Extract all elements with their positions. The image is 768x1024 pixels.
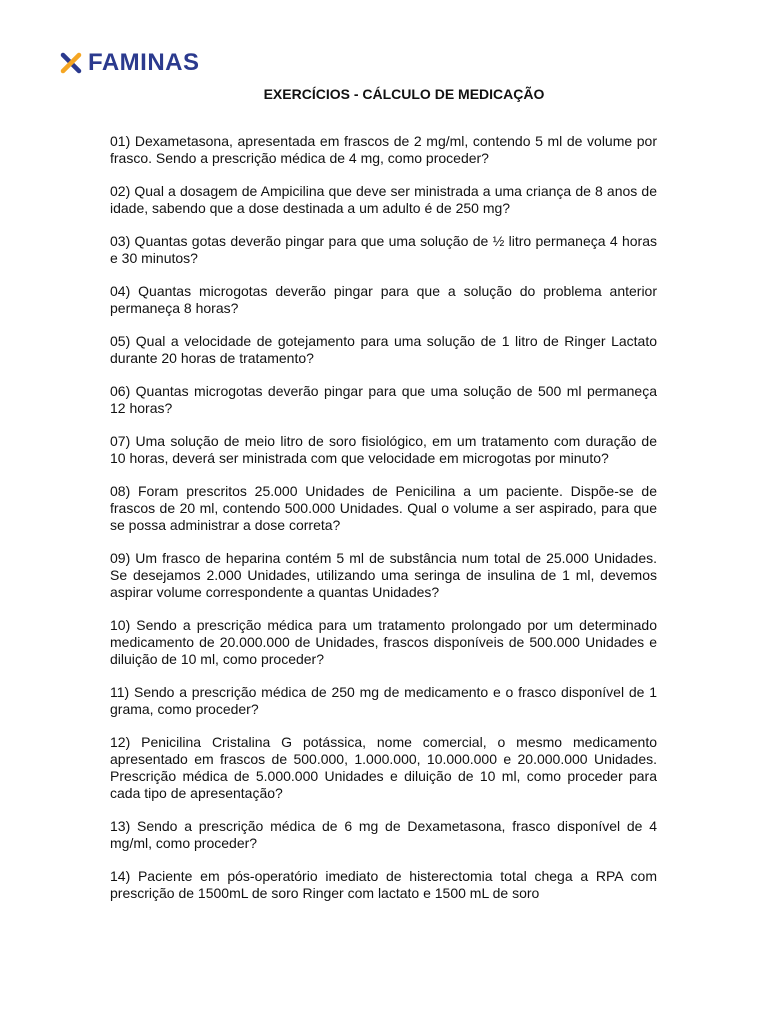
- exercise-03: 03) Quantas gotas deverão pingar para que uma solução de ½ litro permaneça 4 horas e 30 minutos?: [110, 233, 657, 266]
- page-title: EXERCÍCIOS - CÁLCULO DE MEDICAÇÃO: [263, 86, 545, 102]
- exercise-08: 08) Foram prescritos 25.000 Unidades de Penicilina a um paciente. Dispõe-se de frascos de 20 ml, contendo 500.000 Unidades. Qual o volume a ser aspirado, para que se possa administrar a dose correta?: [110, 483, 657, 533]
- exercise-list: [110, 133, 657, 928]
- exercise-06: 06) Quantas microgotas deverão pingar para que uma solução de 500 ml permaneça 12 horas?: [110, 383, 657, 416]
- x-logo-icon: [60, 52, 82, 74]
- faminas-logo: [60, 50, 200, 76]
- exercise-04: 04) Quantas microgotas deverão pingar para que a solução do problema anterior permaneça 8 horas?: [110, 283, 657, 316]
- exercise-12: 12) Penicilina Cristalina G potássica, nome comercial, o mesmo medicamento apresentado em frascos de 500.000, 1.000.000, 10.000.000 e 20.000.000 Unidades. Prescrição médica de 5.000.000 Unidades e diluição de 10 ml, como proceder para cada tipo de apresentação?: [110, 734, 657, 801]
- exercise-14: 14) Paciente em pós-operatório imediato de histerectomia total chega a RPA com prescrição de 1500mL de soro Ringer com lactato e 1500 mL de soro: [110, 868, 657, 901]
- exercise-09: 09) Um frasco de heparina contém 5 ml de substância num total de 25.000 Unidades. Se desejamos 2.000 Unidades, utilizando uma seringa de insulina de 1 ml, devemos aspirar volume correspondente a quantas Unidades?: [110, 550, 657, 600]
- exercise-11: 11) Sendo a prescrição médica de 250 mg de medicamento e o frasco disponível de 1 grama, como proceder?: [110, 684, 657, 717]
- logo-text: FAMINAS: [88, 49, 200, 76]
- exercise-13: 13) Sendo a prescrição médica de 6 mg de Dexametasona, frasco disponível de 4 mg/ml, como proceder?: [110, 818, 657, 851]
- exercise-02: 02) Qual a dosagem de Ampicilina que deve ser ministrada a uma criança de 8 anos de idade, sabendo que a dose destinada a um adulto é de 250 mg?: [110, 183, 657, 216]
- exercise-07: 07) Uma solução de meio litro de soro fisiológico, em um tratamento com duração de 10 horas, deverá ser ministrada com que velocidade em microgotas por minuto?: [110, 433, 657, 466]
- exercise-01: 01) Dexametasona, apresentada em frascos de 2 mg/ml, contendo 5 ml de volume por frasco. Sendo a prescrição médica de 4 mg, como proceder?: [110, 133, 657, 166]
- exercise-10: 10) Sendo a prescrição médica para um tratamento prolongado por um determinado medicamento de 20.000.000 de Unidades, frascos disponíveis de 500.000 Unidades e diluição de 10 ml, como proceder?: [110, 617, 657, 667]
- exercise-05: 05) Qual a velocidade de gotejamento para uma solução de 1 litro de Ringer Lactato durante 20 horas de tratamento?: [110, 333, 657, 366]
